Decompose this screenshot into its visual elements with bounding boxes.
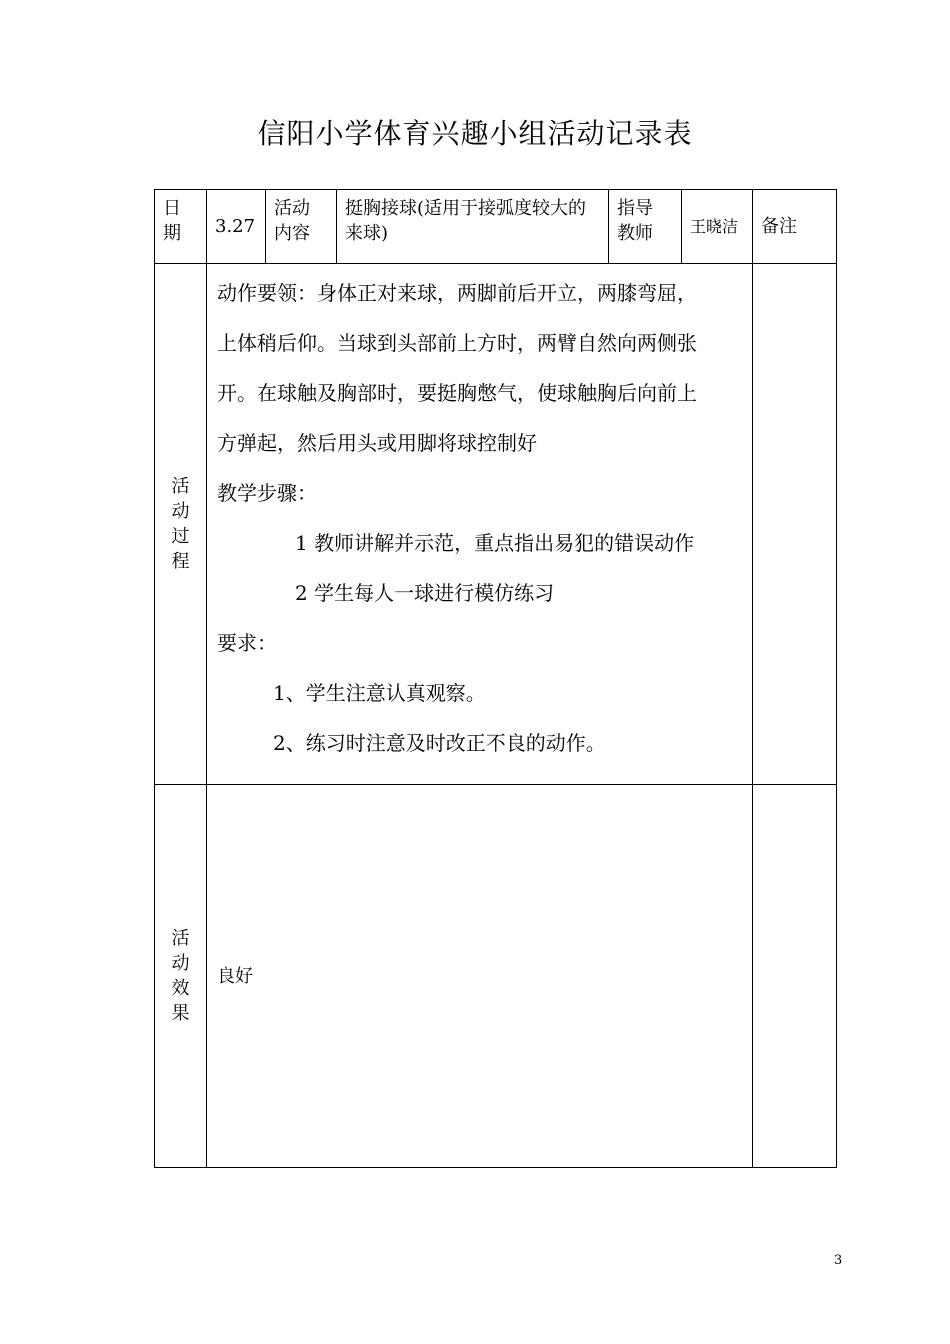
- process-label-cell: [155, 264, 207, 785]
- teacher-value: 王晓洁: [690, 217, 739, 236]
- process-line: 方弹起，然后用头或用脚将球控制好: [217, 431, 537, 455]
- content-value: 挺胸接球(适用于接弧度较大的来球): [345, 198, 587, 244]
- process-line: 教学步骤：: [217, 481, 317, 505]
- content-label-cell: [266, 190, 337, 264]
- process-label: 活动过程: [171, 476, 190, 572]
- effect-label-cell: [155, 785, 207, 1168]
- effect-row: [155, 785, 837, 1168]
- process-notes-cell: [753, 264, 837, 785]
- header-row: [155, 190, 837, 264]
- notes-label: 备注: [761, 216, 797, 237]
- process-line: 开。在球触及胸部时，要挺胸憋气，使球触胸后向前上: [217, 381, 697, 405]
- process-line: 1、学生注意认真观察。: [273, 681, 486, 705]
- page-number: 3: [834, 1253, 843, 1268]
- process-line: 1 教师讲解并示范，重点指出易犯的错误动作: [295, 531, 695, 555]
- teacher-label: 指导教师: [617, 198, 653, 244]
- process-line: 要求：: [217, 631, 277, 655]
- content-label: 活动内容: [274, 198, 310, 244]
- effect-notes-cell: [753, 785, 837, 1168]
- process-row: [155, 264, 837, 785]
- notes-label-cell: [753, 190, 837, 264]
- process-content: [207, 264, 753, 785]
- process-line: 2 学生每人一球进行模仿练习: [295, 581, 555, 605]
- process-line: 动作要领：身体正对来球，两脚前后开立，两膝弯屈，: [217, 281, 697, 305]
- effect-label: 活动效果: [171, 928, 190, 1024]
- date-value: 3.27: [215, 216, 256, 237]
- teacher-label-cell: [609, 190, 682, 264]
- effect-content: [207, 785, 753, 1168]
- page-title: 信阳小学体育兴趣小组活动记录表: [257, 117, 693, 150]
- activity-record-table: [154, 189, 837, 1168]
- teacher-value-cell: [682, 190, 753, 264]
- content-value-cell: [337, 190, 609, 264]
- date-value-cell: [207, 190, 266, 264]
- process-line: 2、练习时注意及时改正不良的动作。: [273, 731, 606, 755]
- process-line: 上体稍后仰。当球到头部前上方时，两臂自然向两侧张: [217, 331, 697, 355]
- date-label-cell: [155, 190, 207, 264]
- effect-value: 良好: [217, 965, 253, 987]
- date-label: 日期: [163, 198, 181, 244]
